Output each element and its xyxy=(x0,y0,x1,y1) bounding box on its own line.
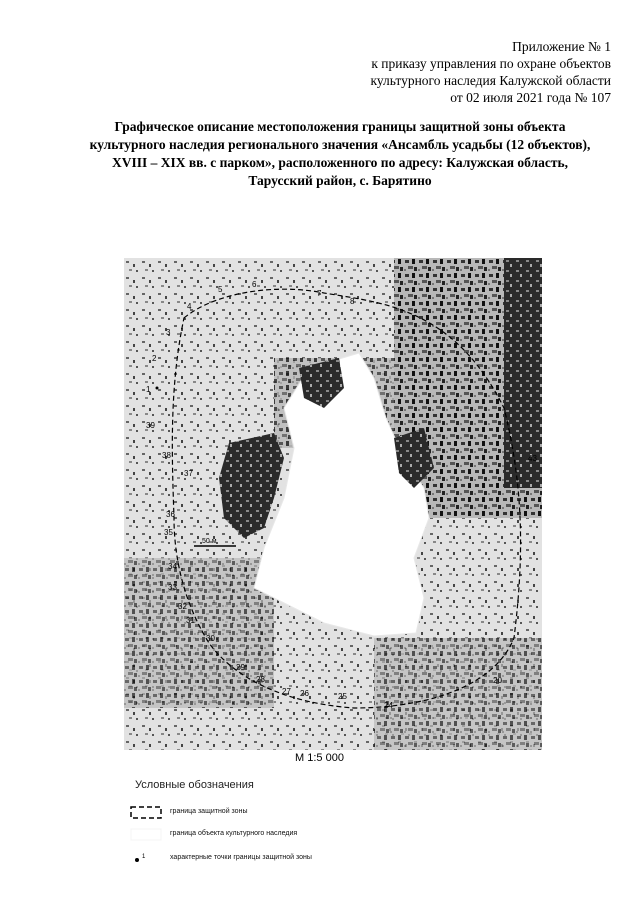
point-label-20: 20 xyxy=(493,676,502,685)
point-label-32: 32 xyxy=(178,602,187,611)
point-label-25: 25 xyxy=(338,692,347,701)
document-header xyxy=(291,38,611,106)
title-line-3: XVIII – XIX вв. с парком», расположенного по адресу: Калужская область, xyxy=(111,155,569,170)
point-label-2: 2 xyxy=(152,354,157,363)
point-label-43: 43 xyxy=(528,454,537,463)
point-label-37: 37 xyxy=(184,469,193,478)
point-label-35: 35 xyxy=(164,528,173,537)
appendix-line: Приложение № 1 xyxy=(512,39,611,54)
village-area-southwest xyxy=(124,558,274,708)
title-line-4: Тарусский район, с. Барятино xyxy=(248,173,432,188)
date-line: от 02 июля 2021 года № 107 xyxy=(450,90,611,105)
title-line-2: культурного наследия регионального значения «Ансамбль усадьбы (12 объектов), xyxy=(89,137,591,152)
point-label-4: 4 xyxy=(187,302,192,311)
legend-label-heritage-object: граница объекта культурного наследия xyxy=(170,830,298,837)
point-label-24: 24 xyxy=(384,701,393,710)
point-label-33: 33 xyxy=(168,583,177,592)
point-label-36: 36 xyxy=(166,510,175,519)
authority-line: культурного наследия Калужской области xyxy=(370,73,611,88)
point-label-6: 6 xyxy=(252,280,257,289)
point-label-30: 30 xyxy=(206,634,215,643)
legend-title: Условные обозначения xyxy=(135,779,254,791)
legend-label-boundary-points: характерные точки границы защитной зоны xyxy=(170,854,312,861)
title-line-1: Графическое описание местоположения границы защитной зоны объекта xyxy=(114,119,566,134)
point-label-3: 3 xyxy=(166,328,171,337)
point-label-38: 38 xyxy=(162,451,171,460)
point-label-39: 39 xyxy=(146,421,155,430)
map-scale-bar-label: 50 м xyxy=(202,538,217,545)
point-label-5: 5 xyxy=(218,285,223,294)
point-label-29: 29 xyxy=(236,663,245,672)
dashed-boundary-icon xyxy=(130,806,162,820)
legend-label-protective-zone: граница защитной зоны xyxy=(170,808,248,815)
point-label-7: 7 xyxy=(317,289,322,298)
order-line: к приказу управления по охране объектов xyxy=(371,56,611,71)
document-title xyxy=(60,118,620,190)
point-label-27: 27 xyxy=(282,687,291,696)
map-svg xyxy=(124,258,542,750)
point-label-31: 31 xyxy=(186,616,195,625)
map-scale: М 1:5 000 xyxy=(295,752,344,764)
boundary-point-icon xyxy=(156,387,159,390)
point-label-26: 26 xyxy=(300,689,309,698)
village-area-southeast xyxy=(374,638,542,750)
heritage-boundary-icon xyxy=(130,828,162,842)
point-label-1: 1 xyxy=(146,385,151,394)
point-label-8: 8 xyxy=(350,297,355,306)
legend-point-marker: 1 xyxy=(142,854,146,860)
point-label-34: 34 xyxy=(168,562,177,571)
boundary-point-icon xyxy=(130,852,162,866)
aerial-map xyxy=(124,258,542,750)
point-label-28: 28 xyxy=(256,675,265,684)
